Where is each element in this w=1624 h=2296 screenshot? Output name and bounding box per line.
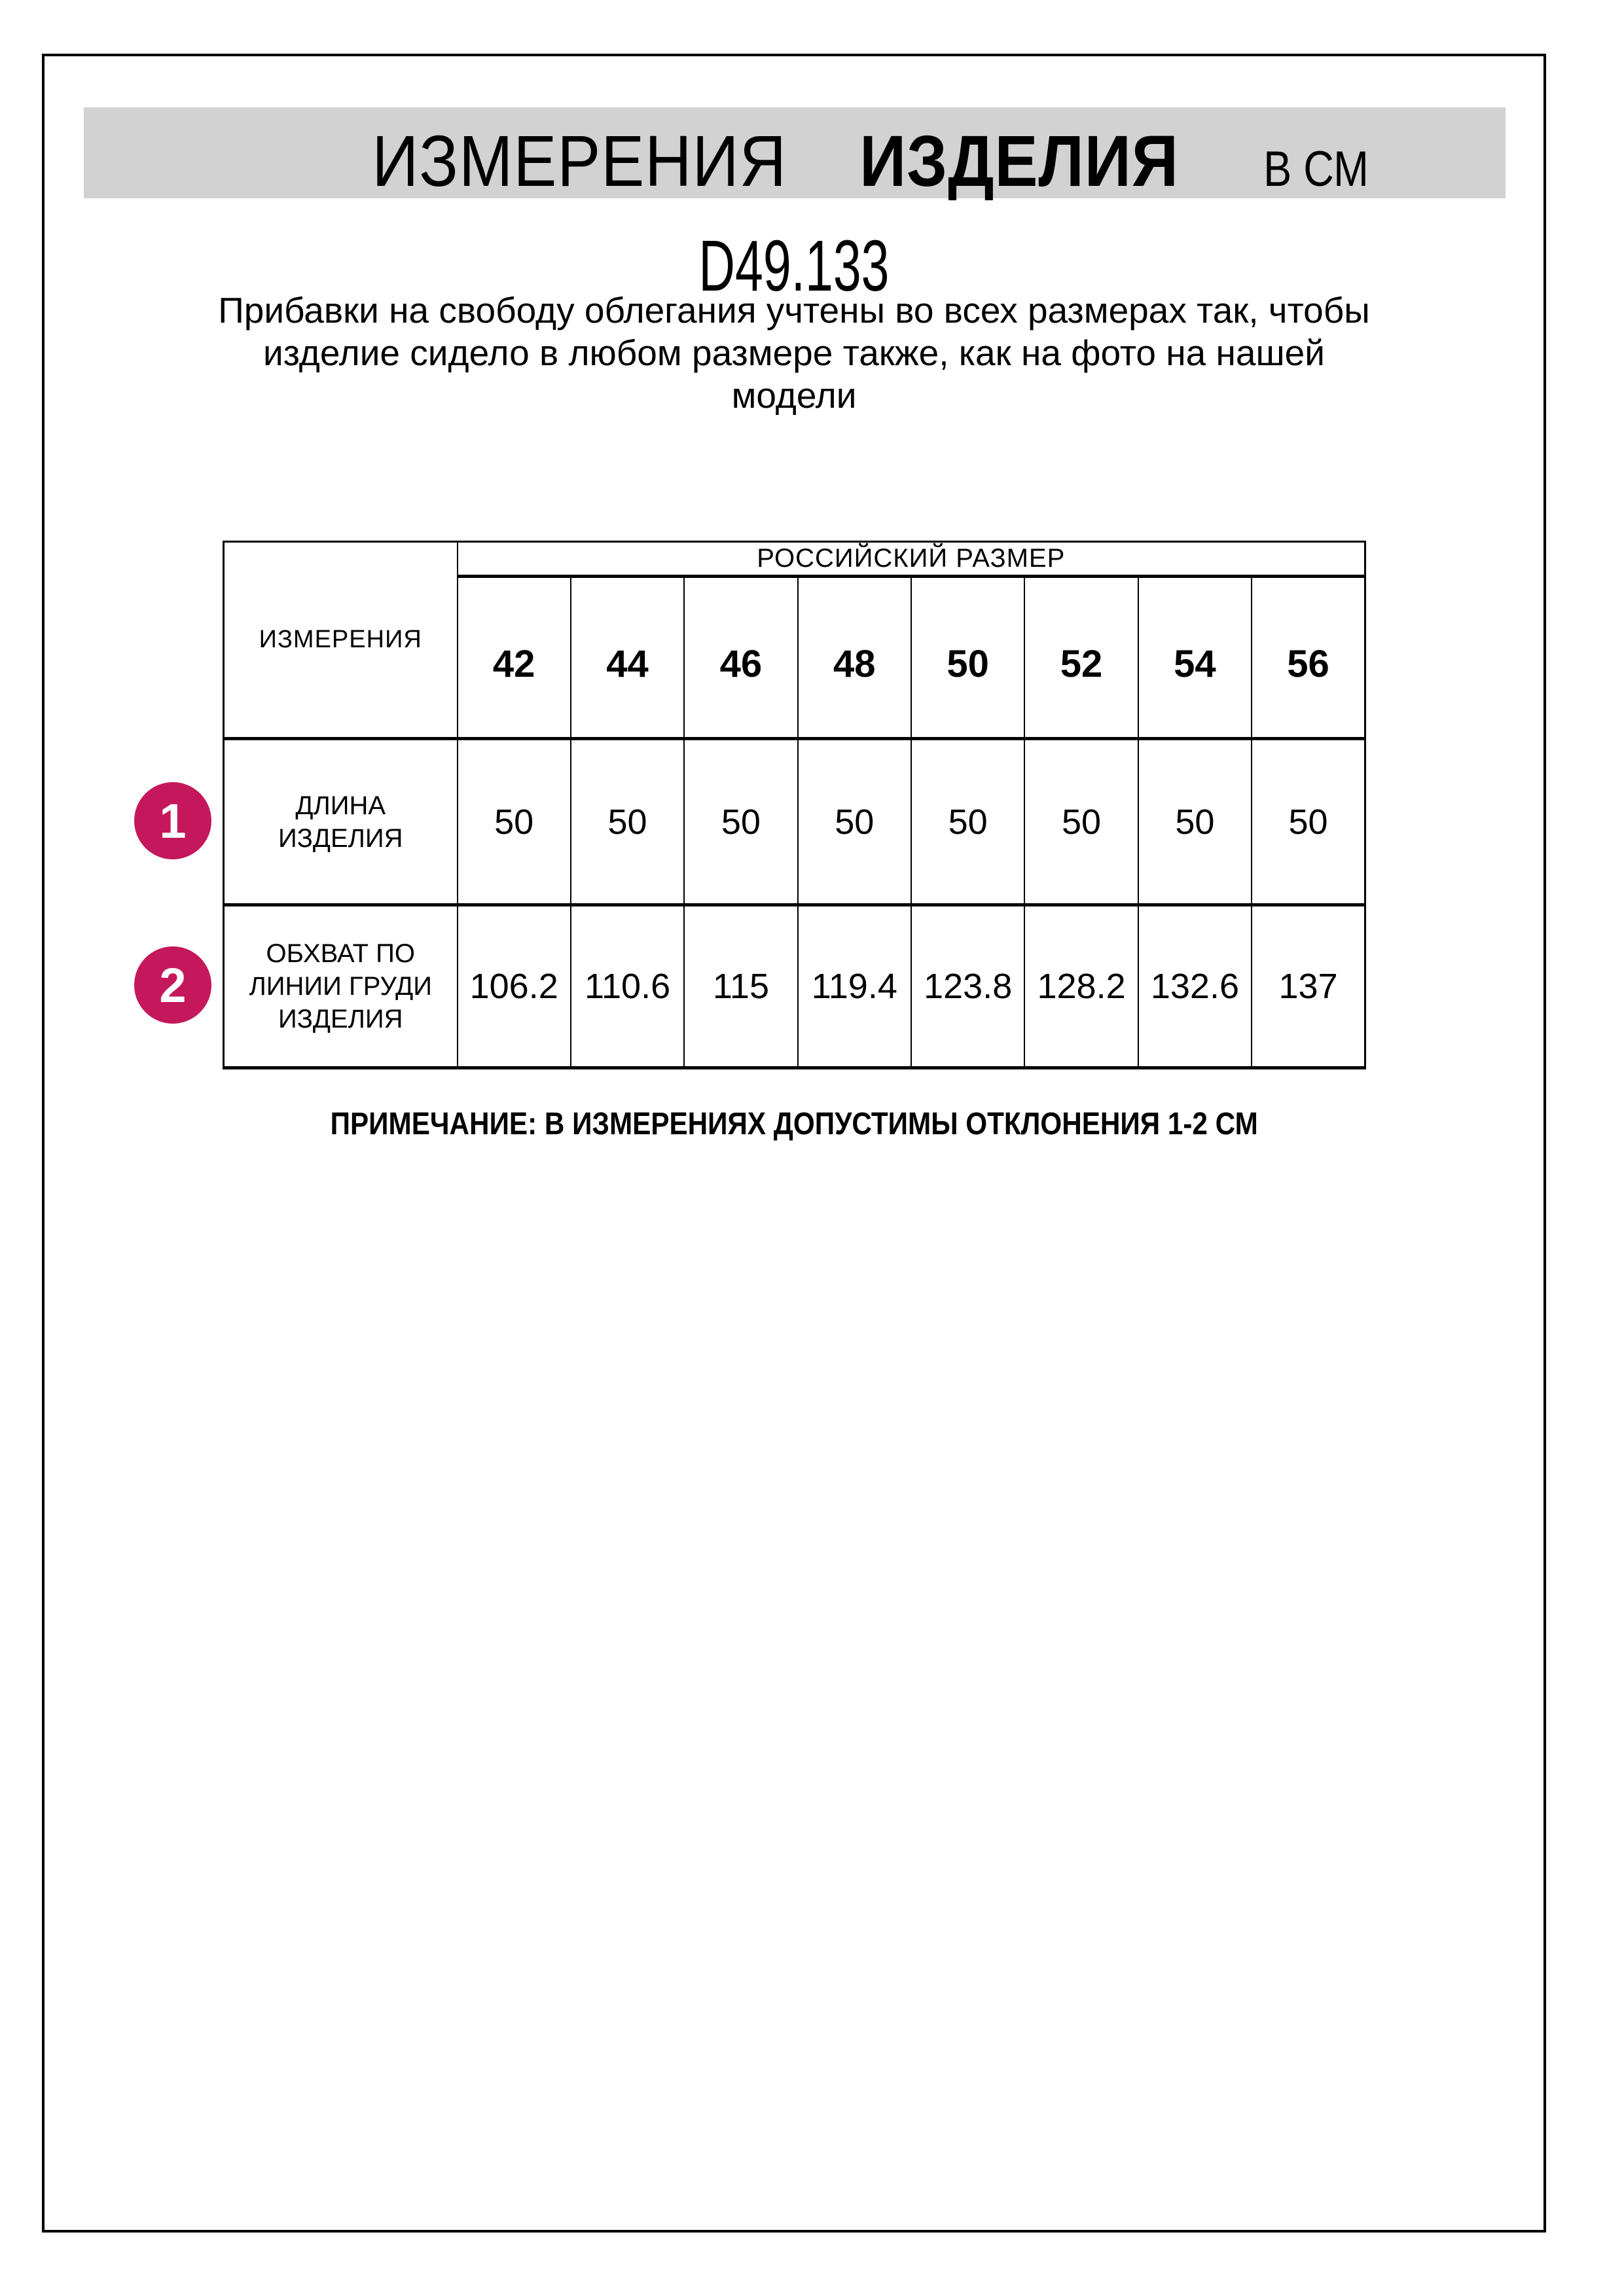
product-code: D49.133: [698, 226, 890, 306]
size-header: 56: [1252, 577, 1365, 739]
chest-value: 119.4: [798, 905, 911, 1068]
length-value: 50: [684, 739, 797, 905]
chest-value: 132.6: [1138, 905, 1252, 1068]
table-group-header-row: [224, 542, 1365, 577]
chest-value: 123.8: [911, 905, 1024, 1068]
table-row-length: [224, 739, 1365, 905]
row-label-length: ДЛИНА ИЗДЕЛИЯ: [224, 739, 458, 905]
size-header: 42: [458, 577, 571, 739]
size-header: 54: [1138, 577, 1252, 739]
intro-line: модели: [731, 375, 857, 416]
table-row-chest: [224, 905, 1365, 1068]
length-value: 50: [458, 739, 571, 905]
title-measurements: ИЗМЕРЕНИЯ: [372, 121, 787, 202]
title-row: [349, 121, 1377, 202]
intro-line: Прибавки на свободу облегания учтены во всех размерах так, чтобы: [218, 290, 1370, 331]
chest-value: 137: [1252, 905, 1365, 1068]
chest-value: 128.2: [1024, 905, 1138, 1068]
size-header: 50: [911, 577, 1024, 739]
table-group-header: РОССИЙСКИЙ РАЗМЕР: [458, 542, 1365, 577]
intro-paragraph: [42, 289, 1546, 417]
tolerance-note: ПРИМЕЧАНИЕ: В ИЗМЕРЕНИЯХ ДОПУСТИМЫ ОТКЛОНЕНИЯ 1-2 СМ: [330, 1107, 1258, 1141]
size-header: 52: [1024, 577, 1138, 739]
measure-marker-2: 2: [134, 946, 211, 1024]
length-value: 50: [1138, 739, 1252, 905]
row-label-chest: ОБХВАТ ПО ЛИНИИ ГРУДИ ИЗДЕЛИЯ: [224, 905, 458, 1068]
table-corner-label: ИЗМЕРЕНИЯ: [224, 542, 458, 739]
title-product: ИЗДЕЛИЯ: [859, 121, 1179, 202]
title-units: В СМ: [1263, 141, 1369, 197]
length-value: 50: [1024, 739, 1138, 905]
size-header: 44: [571, 577, 684, 739]
size-header: 46: [684, 577, 797, 739]
length-value: 50: [798, 739, 911, 905]
size-header: 48: [798, 577, 911, 739]
chest-value: 110.6: [571, 905, 684, 1068]
size-table: [223, 541, 1366, 1069]
length-value: 50: [1252, 739, 1365, 905]
title-bar: [84, 107, 1506, 202]
length-value: 50: [911, 739, 1024, 905]
chest-value: 115: [684, 905, 797, 1068]
measure-marker-1: 1: [134, 782, 211, 859]
chest-value: 106.2: [458, 905, 571, 1068]
intro-line: изделие сидело в любом размере также, как на фото на нашей: [263, 332, 1325, 373]
length-value: 50: [571, 739, 684, 905]
